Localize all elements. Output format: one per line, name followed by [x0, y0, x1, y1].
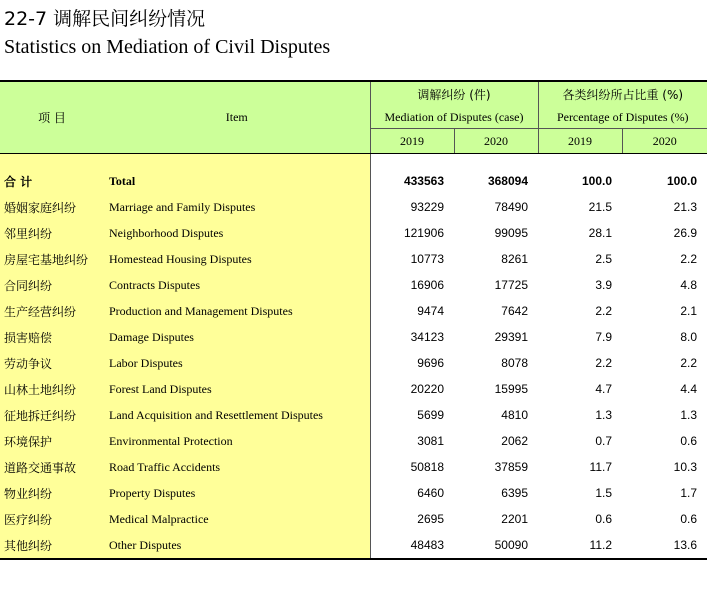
cell-p2019: 11.7	[589, 460, 612, 474]
spacer-row	[0, 154, 707, 169]
cell-m2020: 29391	[494, 330, 528, 344]
header-mediation-cn: 调解纠纷 (件)	[370, 81, 538, 106]
table-title-cn: 22-7 调解民间纠纷情况	[4, 8, 206, 30]
row-label-en: Other Disputes	[104, 532, 370, 559]
cell-p2020: 4.8	[680, 278, 697, 292]
cell-p2020: 8.0	[680, 330, 697, 344]
table-row	[0, 480, 707, 506]
table-title-en: Statistics on Mediation of Civil Disputes	[4, 36, 331, 58]
cell-m2020: 15995	[494, 382, 528, 396]
row-label-en: Forest Land Disputes	[104, 376, 370, 402]
table-row	[0, 350, 707, 376]
cell-p2019: 3.9	[595, 278, 612, 292]
row-label-cn: 邻里纠纷	[0, 220, 104, 246]
header-mediation-en: Mediation of Disputes (case)	[370, 106, 538, 129]
cell-m2019: 10773	[410, 252, 444, 266]
cell-m2020: 2201	[501, 512, 528, 526]
table-row	[0, 194, 707, 220]
header-year-percentage-2020: 2020	[622, 129, 707, 154]
cell-p2019: 7.9	[595, 330, 612, 344]
cell-p2019: 21.5	[588, 200, 612, 214]
row-label-en: Neighborhood Disputes	[104, 220, 370, 246]
spacer-cell	[538, 154, 622, 169]
cell-m2020: 7642	[501, 304, 528, 318]
table-row	[0, 246, 707, 272]
header-item-en: Item	[104, 81, 370, 154]
table-row	[0, 454, 707, 480]
cell-m2019: 6460	[417, 486, 444, 500]
cell-p2020: 2.1	[680, 304, 697, 318]
cell-m2020: 6395	[501, 486, 528, 500]
table-row	[0, 428, 707, 454]
row-label-en: Production and Management Disputes	[104, 298, 370, 324]
spacer-cell	[0, 154, 104, 169]
row-label-en: Marriage and Family Disputes	[104, 194, 370, 220]
row-label-en: Contracts Disputes	[104, 272, 370, 298]
cell-m2019: 121906	[403, 226, 444, 240]
cell-p2019: 0.6	[595, 512, 612, 526]
total-row	[0, 168, 707, 194]
cell-m2020: 8261	[501, 252, 528, 266]
cell-m2020: 2062	[501, 434, 528, 448]
header-item-cn: 项 目	[0, 81, 104, 154]
cell-p2020: 13.6	[622, 532, 707, 559]
header-percentage-en: Percentage of Disputes (%)	[538, 106, 707, 129]
table-header	[0, 81, 707, 154]
row-label-en: Road Traffic Accidents	[104, 454, 370, 480]
cell-m2019: 5699	[417, 408, 444, 422]
row-label-en: Environmental Protection	[104, 428, 370, 454]
table-body	[0, 154, 707, 560]
cell-m2020: 368094	[487, 174, 528, 188]
row-label-cn: 房屋宅基地纠纷	[0, 246, 104, 272]
cell-p2020: 4.4	[680, 382, 697, 396]
cell-p2019: 1.5	[595, 486, 612, 500]
row-label-cn: 婚姻家庭纠纷	[0, 194, 104, 220]
cell-p2020: 26.9	[673, 226, 697, 240]
cell-m2020: 4810	[501, 408, 528, 422]
cell-p2019: 0.7	[595, 434, 612, 448]
header-year-mediation-2019: 2019	[370, 129, 454, 154]
cell-p2020: 100.0	[666, 174, 697, 188]
cell-p2019: 100.0	[581, 174, 612, 188]
cell-m2019: 20220	[410, 382, 444, 396]
cell-p2020: 0.6	[680, 512, 697, 526]
table-row	[0, 376, 707, 402]
row-label-cn: 征地拆迁纠纷	[0, 402, 104, 428]
header-percentage-cn: 各类纠纷所占比重 (%)	[538, 81, 707, 106]
cell-m2020: 37859	[494, 460, 528, 474]
statistics-table	[0, 80, 707, 560]
table-row	[0, 272, 707, 298]
table-row	[0, 324, 707, 350]
spacer-cell	[370, 154, 454, 169]
spacer-cell	[454, 154, 538, 169]
cell-p2020: 10.3	[673, 460, 697, 474]
row-label-cn: 山林土地纠纷	[0, 376, 104, 402]
cell-p2019: 1.3	[595, 408, 612, 422]
cell-p2019: 2.2	[595, 356, 612, 370]
cell-m2020: 50090	[454, 532, 538, 559]
cell-p2020: 2.2	[680, 252, 697, 266]
row-label-en: Homestead Housing Disputes	[104, 246, 370, 272]
row-label-en: Medical Malpractice	[104, 506, 370, 532]
header-year-mediation-2020: 2020	[454, 129, 538, 154]
cell-m2019: 2695	[417, 512, 444, 526]
cell-m2020: 99095	[494, 226, 528, 240]
cell-p2019: 4.7	[595, 382, 612, 396]
cell-m2019: 50818	[410, 460, 444, 474]
row-label-cn: 物业纠纷	[0, 480, 104, 506]
spacer-cell	[104, 154, 370, 169]
row-label-cn: 医疗纠纷	[0, 506, 104, 532]
cell-m2019: 3081	[417, 434, 444, 448]
row-label-cn: 其他纠纷	[0, 532, 104, 559]
statistics-table-container	[0, 80, 707, 560]
cell-m2019: 34123	[410, 330, 444, 344]
cell-p2020: 1.3	[680, 408, 697, 422]
cell-m2019: 9696	[417, 356, 444, 370]
cell-p2020: 0.6	[680, 434, 697, 448]
row-label-cn: 道路交通事故	[0, 454, 104, 480]
cell-p2019: 28.1	[588, 226, 612, 240]
cell-p2020: 2.2	[680, 356, 697, 370]
row-label-cn: 生产经营纠纷	[0, 298, 104, 324]
table-row	[0, 402, 707, 428]
table-row	[0, 220, 707, 246]
cell-p2019: 2.2	[595, 304, 612, 318]
cell-m2020: 17725	[494, 278, 528, 292]
cell-m2020: 78490	[494, 200, 528, 214]
row-label-cn: 损害赔偿	[0, 324, 104, 350]
row-label-cn: 劳动争议	[0, 350, 104, 376]
row-label-cn: 合 计	[0, 168, 104, 194]
row-label-en: Labor Disputes	[104, 350, 370, 376]
cell-m2019: 433563	[403, 174, 444, 188]
header-year-percentage-2019: 2019	[538, 129, 622, 154]
cell-p2019: 11.2	[538, 532, 622, 559]
row-label-cn: 合同纠纷	[0, 272, 104, 298]
row-label-en: Total	[104, 168, 370, 194]
table-row	[0, 506, 707, 532]
cell-m2019: 48483	[370, 532, 454, 559]
table-row	[0, 532, 707, 559]
row-label-en: Damage Disputes	[104, 324, 370, 350]
cell-p2020: 21.3	[673, 200, 697, 214]
spacer-cell	[622, 154, 707, 169]
row-label-en: Land Acquisition and Resettlement Disputes	[104, 402, 370, 428]
cell-m2020: 8078	[501, 356, 528, 370]
row-label-en: Property Disputes	[104, 480, 370, 506]
cell-m2019: 16906	[410, 278, 444, 292]
cell-m2019: 93229	[410, 200, 444, 214]
cell-p2020: 1.7	[680, 486, 697, 500]
cell-m2019: 9474	[417, 304, 444, 318]
table-row	[0, 298, 707, 324]
row-label-cn: 环境保护	[0, 428, 104, 454]
cell-p2019: 2.5	[595, 252, 612, 266]
